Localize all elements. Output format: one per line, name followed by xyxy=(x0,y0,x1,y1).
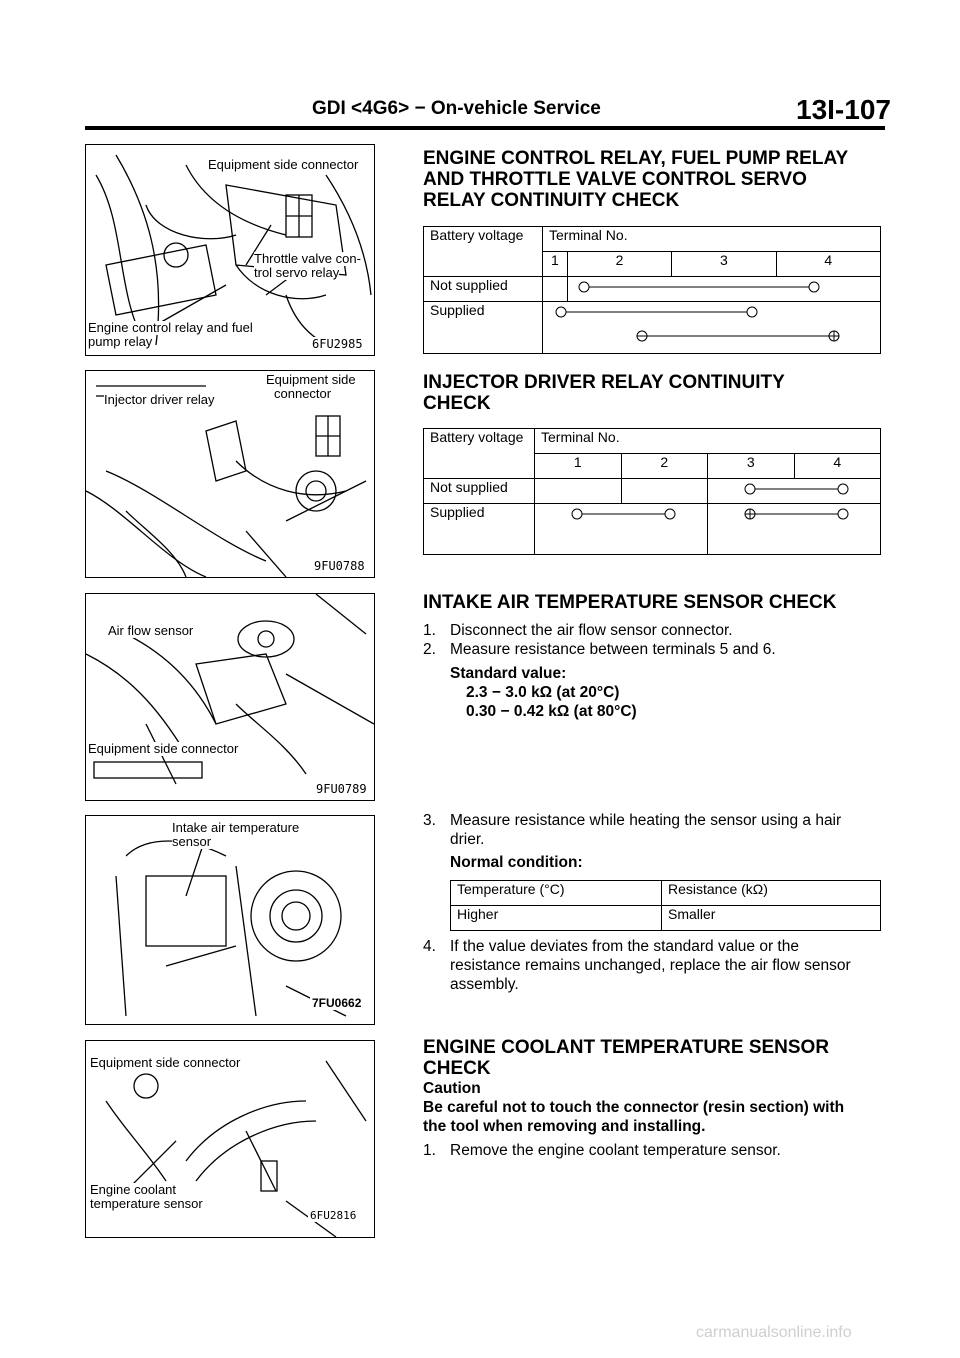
label-connector: connector xyxy=(274,386,332,401)
label-intake-air-temp: Intake air temperature xyxy=(172,820,300,835)
col-battery-voltage: Battery voltage xyxy=(424,429,535,479)
normal-condition-table: Temperature (°C) Resistance (kΩ) Higher Smaller xyxy=(450,880,881,931)
relay-continuity-table: Battery voltage Terminal No. 1 2 3 4 Not supplied Supplied xyxy=(423,226,881,354)
section4-title: ENGINE COOLANT TEMPERATURE SENSOR CHECK xyxy=(423,1037,830,1079)
col-terminal-no: Terminal No. xyxy=(535,429,881,454)
standard-value-80c: 0.30 − 0.42 kΩ (at 80°C) xyxy=(466,703,637,720)
continuity-line-3-4-plus xyxy=(714,504,874,524)
row-not-supplied: Not supplied xyxy=(424,479,535,504)
figure-code: 6FU2816 xyxy=(310,1209,357,1222)
continuity-line-3-4 xyxy=(714,479,874,499)
figure-intake-air-temp-sensor xyxy=(85,815,375,1025)
label-equipment-side-connector: Equipment side connector xyxy=(208,157,359,172)
step3-text-b: drier. xyxy=(450,831,485,848)
caution-label: Caution xyxy=(423,1080,481,1097)
figure-air-flow-sensor xyxy=(85,593,375,801)
label-throttle-valve-cont: trol servo relay xyxy=(254,265,340,280)
step4-text-c: assembly. xyxy=(450,976,519,993)
row-not-supplied: Not supplied xyxy=(424,277,543,302)
label-equipment-side-connector: Equipment side connector xyxy=(90,1055,241,1070)
section4-step1-text: Remove the engine coolant temperature sensor. xyxy=(450,1142,781,1159)
figure-relay-locations xyxy=(85,144,375,356)
section2-title: INJECTOR DRIVER RELAY CONTINUITY CHECK xyxy=(423,372,785,414)
row-supplied: Supplied xyxy=(424,504,535,555)
continuity-lines-supplied xyxy=(549,302,874,350)
label-sensor: sensor xyxy=(172,834,212,849)
injector-relay-table: Battery voltage Terminal No. 1 2 3 4 Not supplied Supplied xyxy=(423,428,881,555)
standard-value-label: Standard value: xyxy=(450,665,567,682)
caution-text-1: Be careful not to touch the connector (resin section) with xyxy=(423,1099,845,1116)
intake-sensor-illustration xyxy=(86,816,374,1024)
figure-injector-relay xyxy=(85,370,375,578)
standard-value-20c: 2.3 − 3.0 kΩ (at 20°C) xyxy=(466,684,620,701)
normal-condition-label: Normal condition: xyxy=(450,854,583,871)
row-supplied: Supplied xyxy=(424,302,543,354)
label-equipment-side: Equipment side xyxy=(266,372,356,387)
section1-title: ENGINE CONTROL RELAY, FUEL PUMP RELAY AND THROTTLE VALVE CONTROL SERVO RELAY CONTINUITY CHECK xyxy=(423,148,849,211)
page-number: 13I-107 xyxy=(796,94,891,125)
label-pump-relay: pump relay xyxy=(88,334,153,349)
step4-text-a: If the value deviates from the standard value or the xyxy=(450,938,799,955)
label-equipment-side-connector: Equipment side connector xyxy=(88,741,239,756)
caution-text-2: the tool when removing and installing. xyxy=(423,1118,706,1135)
col-terminal-no: Terminal No. xyxy=(543,227,881,252)
page-header-title: GDI <4G6> − On-vehicle Service xyxy=(312,98,601,119)
col-battery-voltage: Battery voltage xyxy=(424,227,543,277)
figure-code: 9FU0789 xyxy=(316,782,367,796)
step4-text-b: resistance remains unchanged, replace the air flow sensor xyxy=(450,957,851,974)
label-temperature-sensor: temperature sensor xyxy=(90,1196,203,1211)
label-engine-coolant: Engine coolant xyxy=(90,1182,177,1197)
step3-text-a: Measure resistance while heating the sensor using a hair xyxy=(450,812,842,829)
step2-text: Measure resistance between terminals 5 and 6. xyxy=(450,641,776,658)
label-air-flow-sensor: Air flow sensor xyxy=(108,623,194,638)
figure-coolant-temp-sensor xyxy=(85,1040,375,1238)
section3-title: INTAKE AIR TEMPERATURE SENSOR CHECK xyxy=(423,592,837,613)
figure-code: 7FU0662 xyxy=(312,996,362,1010)
step1-text: Disconnect the air flow sensor connector. xyxy=(450,622,733,639)
label-throttle-valve: Throttle valve con- xyxy=(254,251,361,266)
label-injector-driver-relay: Injector driver relay xyxy=(104,392,215,407)
continuity-line-1-2 xyxy=(541,504,701,524)
label-engine-control-relay: Engine control relay and fuel xyxy=(88,320,253,335)
watermark: carmanualsonline.info xyxy=(696,1324,852,1341)
continuity-line-2-4 xyxy=(574,277,824,297)
header-rule xyxy=(85,126,885,130)
figure-code: 9FU0788 xyxy=(314,559,365,573)
figure-code: 6FU2985 xyxy=(312,337,363,351)
